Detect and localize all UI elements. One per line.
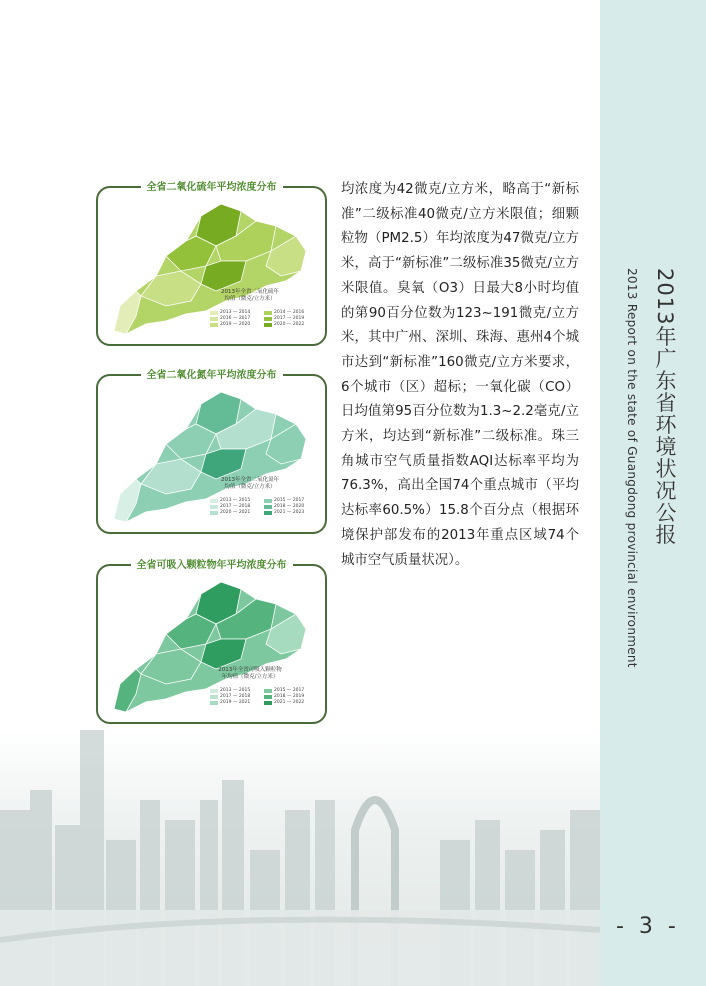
legend-grid xyxy=(210,498,316,515)
legend-grid xyxy=(210,688,316,705)
legend-grid xyxy=(210,310,316,327)
legend-item: 2019 — 2020 xyxy=(210,322,262,327)
map-panel-so2 xyxy=(96,182,327,346)
legend-item: 2013 — 2015 xyxy=(210,498,262,503)
legend-item: 2019 — 2021 xyxy=(210,700,262,705)
legend-item: 2018 — 2019 xyxy=(264,694,316,699)
report-title-english: 2013 Report on the state of Guangdong provincial environment xyxy=(625,268,639,668)
legend-item: 2018 — 2020 xyxy=(264,504,316,509)
legend-item: 2013 — 2014 xyxy=(210,310,262,315)
legend-item: 2016 — 2017 xyxy=(210,316,262,321)
city-skyline-image xyxy=(0,730,600,986)
legend-caption: 2013年全省可吸入颗粒物 年均值（微克/立方米） xyxy=(218,667,282,680)
legend-item: 2017 — 2019 xyxy=(264,316,316,321)
map-title: 全省二氧化硫年平均浓度分布 xyxy=(141,178,283,193)
legend-item: 2013 — 2015 xyxy=(210,688,262,693)
map-title: 全省二氧化氮年平均浓度分布 xyxy=(141,366,283,381)
legend-caption: 2013年全省二氧化氮年 均值（微克/立方米） xyxy=(221,477,279,490)
legend-item: 2015 — 2017 xyxy=(264,498,316,503)
legend-item: 2020 — 2021 xyxy=(210,510,262,515)
legend-item: 2017 — 2018 xyxy=(210,694,262,699)
legend-item: 2017 — 2018 xyxy=(210,504,262,509)
legend-item: 2015 — 2017 xyxy=(264,688,316,693)
map-panel-pm10 xyxy=(96,560,327,724)
legend-item: 2021 — 2023 xyxy=(264,510,316,515)
map-panel-no2 xyxy=(96,370,327,534)
legend-item: 2014 — 2016 xyxy=(264,310,316,315)
map-title: 全省可吸入颗粒物年平均浓度分布 xyxy=(131,556,293,571)
body-text: 均浓度为42微克/立方米，略高于“新标准”二级标准40微克/立方米限值；细颗粒物（PM2.5）年均浓度为47微克/立方米，高于“新标准”二级标准35微克/立方米限值。臭氧（O3）日最大8小时均值的第90百分位数为123~191微克/立方米，其中广州、深圳、珠海、惠州4个城市达到“新标准”160微克/立方米要求，6个城市（区）超标；一氧化碳（CO）日均值第95百分位数为1.3~2.2毫克/立方米，均达到“新标准”二级标准。珠三角城市空气质量指数AQI达标率平均为76.3%，高出全国74个重点城市（平均达标率60.5%）15.8个百分点（根据环境保护部发布的2013年重点区域74个城市空气质量状况）。 xyxy=(341,182,579,568)
report-title-chinese: 2013年广东省环境状况公报 xyxy=(653,268,677,546)
body-paragraph xyxy=(341,178,579,573)
page-number: - 3 - xyxy=(616,914,680,939)
legend-caption: 2013年全省二氧化硫年 均值（微克/立方米） xyxy=(221,289,279,302)
legend-item: 2021 — 2022 xyxy=(264,700,316,705)
legend-item: 2020 — 2022 xyxy=(264,322,316,327)
